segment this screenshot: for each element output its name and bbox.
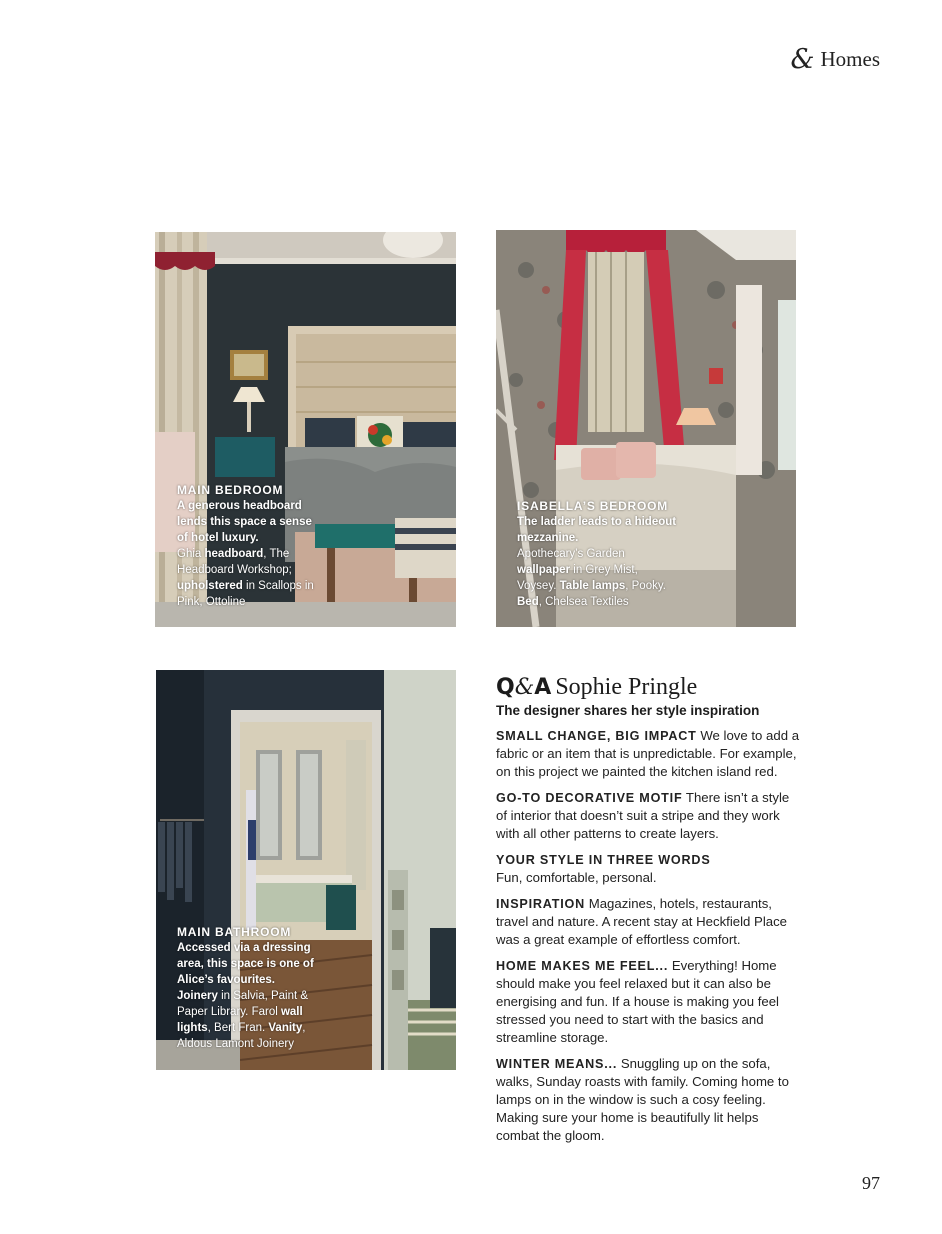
qa-answer: Magazines, hotels, restaurants, travel and nature. A recent stay at Heckfield Place was a great example of effortless comfort. <box>496 896 788 947</box>
caption-lead: A generous headboard lends this space a sense of hotel luxury. <box>177 500 312 544</box>
credit-item: wall lights <box>177 1006 303 1034</box>
credit-text: , Pooky. <box>625 580 666 592</box>
qa-subtitle: The designer shares her style inspiration <box>496 703 760 718</box>
qa-question: HOME MAKES ME FEEL... <box>496 959 669 973</box>
qa-question: SMALL CHANGE, BIG IMPACT <box>496 729 697 743</box>
qa-question: INSPIRATION <box>496 897 586 911</box>
caption-lead: The ladder leads to a hideout mezzanine. <box>517 516 677 544</box>
qa-item <box>496 851 800 887</box>
qa-item <box>496 895 800 949</box>
credit-item: Vanity <box>268 1022 303 1034</box>
main-bedroom-photo <box>155 232 456 627</box>
credit-item: Table lamps <box>559 580 626 592</box>
credit-text: , The Headboard Workshop; <box>177 548 292 576</box>
main-bathroom-caption <box>177 924 327 1052</box>
section-header <box>790 44 880 75</box>
qa-item <box>496 727 800 781</box>
isabellas-bedroom-photo <box>496 230 796 627</box>
credit-item: upholstered <box>177 580 243 592</box>
qa-mark-q: Q <box>496 675 515 700</box>
qa-answer: Fun, comfortable, personal. <box>496 870 657 885</box>
designer-name: Sophie Pringle <box>555 674 698 700</box>
caption-lead: Accessed via a dressing area, this space is one of Alice’s favourites. <box>177 942 314 986</box>
credit-text: in Salvia, Paint & Paper Library. Farol <box>177 990 309 1018</box>
qa-heading <box>496 674 800 701</box>
main-bathroom-photo <box>156 670 456 1070</box>
credit-text: in Scallops in Pink, Ottoline <box>177 580 314 608</box>
qa-mark <box>496 675 551 700</box>
qa-item <box>496 789 800 843</box>
qa-answer: We love to add a fabric or an item that is unpredictable. For example, on this project we painted the kitchen island red. <box>496 728 800 779</box>
main-bedroom-caption <box>177 482 317 610</box>
section-title: Homes <box>820 47 880 71</box>
qa-item <box>496 1055 800 1145</box>
credit-text: , Chelsea Textiles <box>538 596 629 608</box>
qa-answer: There isn’t a style of interior that doesn’t suit a stripe and they work with all other patterns to create layers. <box>496 790 790 841</box>
ampersand-logo: & <box>790 44 815 75</box>
qa-question: GO-TO DECORATIVE MOTIF <box>496 791 683 805</box>
caption-credits <box>517 546 677 610</box>
caption-credits <box>177 546 317 610</box>
isabellas-bedroom-caption <box>517 498 677 610</box>
credit-text: Ghia <box>177 548 205 560</box>
qa-question: WINTER MEANS... <box>496 1057 618 1071</box>
caption-title: MAIN BATHROOM <box>177 925 292 939</box>
qa-answer: Everything! Home should make you feel relaxed but it can also be energising and fun. If a house is making you feel stressed you need to start with the basics and streamline storage. <box>496 958 779 1045</box>
qa-answer: Snuggling up on the sofa, walks, Sunday roasts with family. Coming home to lamps on in the window is such a cosy feeling. Making sure your home is beautifully lit helps combat the gloom. <box>496 1056 789 1143</box>
caption-credits <box>177 988 327 1052</box>
qa-item <box>496 957 800 1047</box>
qa-panel <box>496 674 800 1153</box>
caption-title: ISABELLA’S BEDROOM <box>517 499 669 513</box>
credit-item: headboard <box>204 548 264 560</box>
qa-question: YOUR STYLE IN THREE WORDS <box>496 853 711 867</box>
credit-item: Joinery <box>177 990 218 1002</box>
credit-text: , Bert Fran. <box>207 1022 269 1034</box>
qa-mark-a: A <box>534 675 552 700</box>
qa-mark-amp: & <box>514 675 535 700</box>
caption-title: MAIN BEDROOM <box>177 483 284 497</box>
credit-text: in Grey Mist, Voysey. <box>517 564 638 592</box>
credit-text: Apothecary’s Garden <box>517 548 625 560</box>
credit-item: Bed <box>517 596 539 608</box>
page-number: 97 <box>862 1173 880 1193</box>
credit-text: , Aldous Lamont Joinery <box>177 1022 306 1050</box>
credit-item: wallpaper <box>517 564 571 576</box>
